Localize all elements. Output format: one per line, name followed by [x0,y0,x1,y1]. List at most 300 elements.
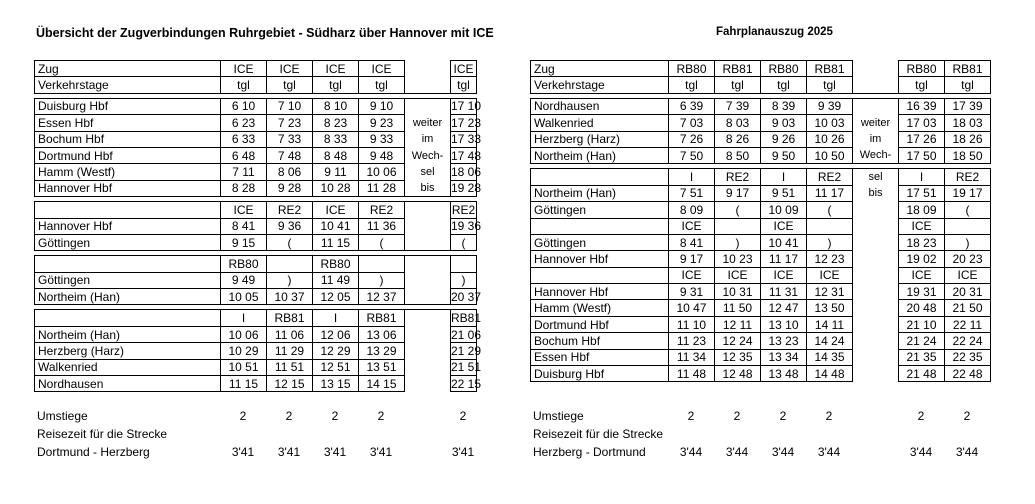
time-cell: 9 11 [313,164,359,180]
time-cell: ICE [669,267,715,283]
note-cell: bis [853,185,899,201]
note-cell [405,234,451,250]
station-name [35,310,221,326]
time-cell: ICE [313,202,359,218]
timetable-row [531,115,991,131]
time-cell: 20 31 [945,284,991,300]
time-cell: 12 23 [807,251,853,267]
time-cell: 10 47 [669,300,715,316]
empty-cell [668,425,714,443]
time-cell: ) [267,272,313,288]
time-cell: 17 23 [451,115,482,130]
station-name: Duisburg Hbf [35,98,221,114]
travel-time-value: 3'44 [725,445,749,459]
time-cell: 11 51 [267,359,313,375]
station-name: Hannover Hbf [531,251,669,267]
note-cell: sel [853,169,899,185]
note-cell [405,98,451,114]
timetable-row [35,61,477,77]
time-cell: tgl [669,77,715,93]
time-cell: 12 31 [807,284,853,300]
time-cell: tgl [313,77,359,93]
timetable-row [35,256,477,272]
time-cell: 11 17 [761,251,807,267]
empty-cell [220,425,266,443]
time-cell: ( [945,202,991,218]
station-name [531,267,669,283]
time-cell: 22 24 [945,333,991,349]
time-cell: RE2 [359,202,405,218]
time-cell: 6 48 [221,147,267,163]
time-cell: 9 15 [221,234,267,250]
time-cell: 14 24 [807,333,853,349]
travel-time-value: 3'44 [771,445,795,459]
timetable-row [35,202,477,218]
station-name: Göttingen [531,234,669,250]
time-cell: ICE [267,61,313,77]
time-cell: RE2 [945,169,991,185]
time-cell: ICE [899,218,945,234]
station-name: Zug [35,61,221,77]
transfers-value: 2 [377,409,385,423]
time-cell: 10 41 [761,234,807,250]
time-cell: 18 03 [945,115,991,131]
time-cell: RB81 [807,61,853,77]
time-cell: 17 10 [451,99,482,114]
time-cell: 8 41 [669,234,715,250]
timetable-row [531,300,991,316]
timetable-row [531,234,991,250]
time-cell: RE2 [451,202,476,217]
time-cell: 7 50 [669,147,715,163]
time-cell: 13 48 [761,366,807,382]
time-cell: 13 34 [761,349,807,365]
note-cell [853,333,899,349]
note-cell: bis [405,180,451,196]
travel-time-label: Reisezeit für die Strecke [533,427,664,441]
time-cell: ( [359,234,405,250]
time-cell: tgl [807,77,853,93]
time-cell: 8 39 [761,98,807,114]
empty-cell [944,425,990,443]
travel-time-value: 3'44 [909,445,933,459]
time-cell: 10 29 [221,343,267,359]
time-cell: 13 10 [761,316,807,332]
time-cell: RB81 [451,311,482,326]
time-cell: 17 03 [899,115,945,131]
timetable-row [531,147,991,163]
transfers-value [852,407,898,425]
time-cell: RB80 [669,61,715,77]
note-cell [405,343,451,359]
time-cell: 10 37 [267,289,313,305]
note-cell [853,284,899,300]
note-cell: im [853,131,899,147]
time-cell: 14 48 [807,366,853,382]
time-cell: ICE [221,61,267,77]
time-cell: 12 37 [359,289,405,305]
timetable-row [35,289,477,305]
station-name: Northeim (Han) [35,326,221,342]
travel-time-value: 3'44 [955,445,979,459]
time-cell: RE2 [807,169,853,185]
note-cell [405,77,451,93]
time-cell: 9 36 [267,218,313,234]
timetable-row [531,349,991,365]
page-title: Übersicht der Zugverbindungen Ruhrgebiet - Südharz über Hannover mit ICE [36,26,494,40]
timetable-row [35,272,477,288]
time-cell: 12 51 [313,359,359,375]
time-cell: 21 50 [945,300,991,316]
time-cell: 9 31 [669,284,715,300]
note-cell [405,326,451,342]
transfers-label: Umstiege [533,409,584,423]
note-cell [405,218,451,234]
transfers-value: 2 [285,409,293,423]
time-cell: 14 35 [807,349,853,365]
note-cell [853,77,899,93]
travel-time-value: 3'41 [451,445,475,459]
summary-harz-to-ruhr [530,407,990,461]
time-cell: 11 29 [267,343,313,359]
time-cell: 17 39 [945,98,991,114]
transfers-value: 2 [687,409,695,423]
time-cell: 17 48 [451,148,482,163]
station-name: Hannover Hbf [35,218,221,234]
travel-time-value: 3'41 [323,445,347,459]
note-cell [853,251,899,267]
time-cell: tgl [359,77,405,93]
note-cell [405,272,451,288]
time-cell: RB81 [715,61,761,77]
time-cell: 8 28 [221,180,267,196]
time-cell: RB81 [359,310,405,326]
time-cell: RB80 [899,61,945,77]
station-name: Zug [531,61,669,77]
timetable-row [35,115,477,131]
station-name: Nordhausen [35,376,221,392]
time-cell: 14 15 [359,376,405,392]
empty-cell [312,425,358,443]
timetable-row [531,131,991,147]
transfers-label: Umstiege [37,409,88,423]
station-name: Herzberg (Harz) [35,343,221,359]
time-cell: 18 50 [945,147,991,163]
station-name: Nordhausen [531,98,669,114]
time-cell: 10 03 [807,115,853,131]
time-cell: 12 47 [761,300,807,316]
time-cell: 8 03 [715,115,761,131]
time-cell: 11 31 [761,284,807,300]
time-cell: 11 17 [807,185,853,201]
time-cell: 9 17 [715,185,761,201]
time-cell: 21 10 [899,316,945,332]
station-name: Göttingen [35,234,221,250]
station-name: Essen Hbf [35,115,221,131]
time-cell: RB81 [267,310,313,326]
time-cell: 13 50 [807,300,853,316]
note-cell [853,366,899,382]
transfers-value: 2 [825,409,833,423]
station-name: Northeim (Han) [35,289,221,305]
time-cell: RE2 [267,202,313,218]
note-cell [405,256,451,272]
time-cell: 11 48 [669,366,715,382]
time-cell: 21 06 [451,327,482,342]
timetable-row [531,202,991,218]
travel-time-value: 3'41 [277,445,301,459]
station-name: Göttingen [531,202,669,218]
time-cell: tgl [221,77,267,93]
travel-time-heading-row [34,425,476,443]
time-cell: RE2 [715,169,761,185]
time-cell: 19 17 [945,185,991,201]
time-cell: I [899,169,945,185]
time-cell: ) [945,234,991,250]
time-cell: 22 35 [945,349,991,365]
time-cell: 20 23 [945,251,991,267]
time-cell: 9 23 [359,115,405,131]
station-name: Verkehrstage [531,77,669,93]
time-cell: ICE [669,218,715,234]
time-cell: 13 51 [359,359,405,375]
time-cell: 12 05 [313,289,359,305]
time-cell: ) [807,234,853,250]
time-cell: tgl [899,77,945,93]
timetable-row [35,98,477,114]
timetable-row [531,366,991,382]
note-cell [405,289,451,305]
note-cell: Wech- [405,147,451,163]
time-cell: 9 39 [807,98,853,114]
time-cell: 14 11 [807,316,853,332]
time-cell: 7 48 [267,147,313,163]
time-cell: 21 35 [899,349,945,365]
time-cell: 10 06 [221,326,267,342]
time-cell: ) [715,234,761,250]
station-name: Hamm (Westf) [531,300,669,316]
note-cell [853,218,899,234]
time-cell: 21 24 [899,333,945,349]
station-name: Essen Hbf [531,349,669,365]
empty-cell [714,425,760,443]
time-cell: 9 49 [221,272,267,288]
time-cell: ( [267,234,313,250]
time-cell: 17 51 [899,185,945,201]
timetable-row [531,218,991,234]
timetable-row [35,234,477,250]
timetable-row [35,359,477,375]
time-cell: ICE [715,267,761,283]
time-cell: ( [451,234,477,250]
station-name: Walkenried [531,115,669,131]
time-cell: ICE [451,61,477,77]
station-name [35,256,221,272]
station-name: Herzberg (Harz) [531,131,669,147]
empty-cell [358,425,404,443]
empty-cell [404,425,450,443]
time-cell: 11 10 [669,316,715,332]
time-cell: ICE [945,267,991,283]
time-cell: 11 15 [313,234,359,250]
time-cell: I [669,169,715,185]
timetable-row [35,343,477,359]
time-cell: 13 15 [313,376,359,392]
time-cell: tgl [715,77,761,93]
time-cell: I [221,310,267,326]
time-cell: 13 23 [761,333,807,349]
time-cell: I [761,169,807,185]
note-cell [853,61,899,77]
timetable-row [531,284,991,300]
note-cell [405,61,451,77]
time-cell: ICE [899,267,945,283]
time-cell: 7 33 [267,131,313,147]
time-cell [359,256,405,272]
time-cell: 18 26 [945,131,991,147]
empty-cell [806,425,852,443]
time-cell: 21 48 [899,366,945,382]
time-cell: 9 03 [761,115,807,131]
time-cell: 19 31 [899,284,945,300]
travel-time-value: 3'44 [679,445,703,459]
empty-cell [852,425,898,443]
time-cell: 11 15 [221,376,267,392]
time-cell: 9 26 [761,131,807,147]
time-cell: 22 48 [945,366,991,382]
timetable-row [35,218,477,234]
time-cell: 9 50 [761,147,807,163]
time-cell: 11 23 [669,333,715,349]
travel-time-value: 3'41 [369,445,393,459]
transfers-value: 2 [963,409,971,423]
summary-ruhr-to-harz [34,407,476,461]
timetable-row [531,316,991,332]
station-name [531,169,669,185]
timetable-row [35,164,477,180]
time-cell: 12 24 [715,333,761,349]
time-cell: 9 33 [359,131,405,147]
timetable-row [35,77,477,93]
time-cell: RB80 [313,256,359,272]
time-cell: tgl [945,77,991,93]
time-cell: 10 05 [221,289,267,305]
time-cell: 8 26 [715,131,761,147]
time-cell: 10 41 [313,218,359,234]
note-cell [405,202,451,218]
travel-time-row [34,443,476,461]
note-cell: weiter [405,115,451,131]
note-cell [405,359,451,375]
station-name: Northeim (Han) [531,185,669,201]
empty-cell [760,425,806,443]
time-cell: ) [359,272,405,288]
station-name: Dortmund Hbf [35,147,221,163]
timetable-row [531,185,991,201]
timetable-row [531,333,991,349]
time-cell: 7 51 [669,185,715,201]
time-cell: 12 29 [313,343,359,359]
note-cell: Wech- [853,147,899,163]
station-name: Hamm (Westf) [35,164,221,180]
time-cell: 17 50 [899,147,945,163]
time-cell: 10 26 [807,131,853,147]
time-cell: 7 03 [669,115,715,131]
transfers-value: 2 [331,409,339,423]
time-cell: 20 48 [899,300,945,316]
time-cell: 8 10 [313,98,359,114]
time-cell [451,256,477,272]
time-cell: 6 33 [221,131,267,147]
travel-time-row [530,443,990,461]
time-cell: tgl [451,77,477,93]
time-cell: I [313,310,359,326]
travel-time-value: 3'44 [817,445,841,459]
time-cell: ICE [761,218,807,234]
time-cell: 12 15 [267,376,313,392]
transfers-row [530,407,990,425]
time-cell: 18 06 [451,165,482,180]
transfers-value: 2 [779,409,787,423]
station-name: Walkenried [35,359,221,375]
note-cell [853,267,899,283]
empty-cell [898,425,944,443]
time-cell: 8 06 [267,164,313,180]
time-cell: 7 23 [267,115,313,131]
timetable-row [35,310,477,326]
station-name: Duisburg Hbf [531,366,669,382]
station-name: Bochum Hbf [531,333,669,349]
timetable-row [531,251,991,267]
time-cell: 11 50 [715,300,761,316]
travel-time-heading-row [530,425,990,443]
timetable-row [35,376,477,392]
note-cell [853,202,899,218]
time-cell: 11 28 [359,180,405,196]
time-cell: 19 02 [899,251,945,267]
time-cell: 11 06 [267,326,313,342]
time-cell: 8 50 [715,147,761,163]
time-cell: 9 17 [669,251,715,267]
time-cell [945,218,991,234]
time-cell: 8 48 [313,147,359,163]
time-cell: 11 36 [359,218,405,234]
station-name: Hannover Hbf [35,180,221,196]
time-cell: 22 15 [451,376,482,391]
transfers-value: 2 [733,409,741,423]
time-cell: 7 10 [267,98,313,114]
time-cell: 13 29 [359,343,405,359]
time-cell: RB80 [221,256,267,272]
time-cell: 8 23 [313,115,359,131]
time-cell: 11 49 [313,272,359,288]
transfers-value [404,407,450,425]
note-cell [853,349,899,365]
timetable-row [531,267,991,283]
time-cell: 17 26 [899,131,945,147]
note-cell [405,310,451,326]
timetable-row [35,147,477,163]
travel-time-value: 3'41 [231,445,255,459]
time-cell: 6 10 [221,98,267,114]
timetable-row [531,61,991,77]
note-cell [853,98,899,114]
station-name [35,202,221,218]
note-cell [853,300,899,316]
timetable-row [531,98,991,114]
station-name: Northeim (Han) [531,147,669,163]
travel-time-value [404,443,450,461]
